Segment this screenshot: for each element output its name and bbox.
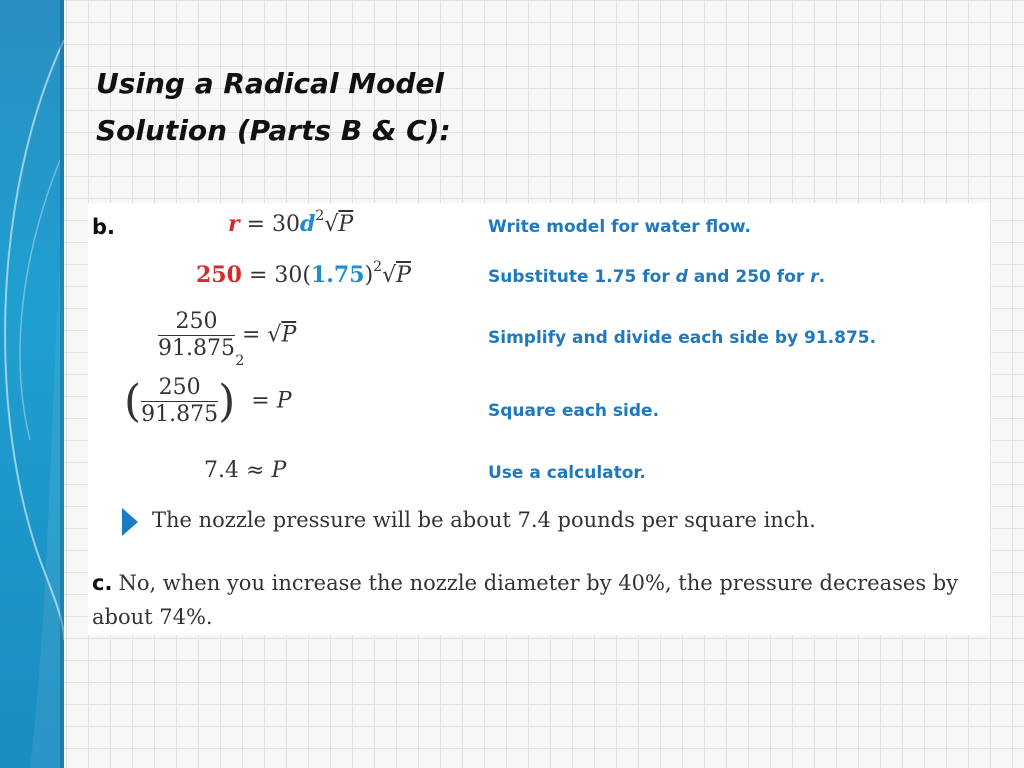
note-step-4: Square each side. — [488, 401, 660, 421]
title-line-1: Using a Radical Model — [96, 67, 445, 100]
part-c-answer — [92, 566, 987, 634]
equation-simplify: $\frac{250}{91.875}$ = √P — [158, 309, 297, 361]
equation-approx: 7.4 ≈ P — [204, 458, 287, 483]
part-b-label: b. — [92, 215, 116, 239]
note-step-1: Write model for water flow. — [488, 217, 751, 237]
note-step-2: Substitute 1.75 for d and 250 for r. — [488, 267, 826, 287]
play-arrow-icon — [122, 508, 138, 536]
part-b-conclusion: The nozzle pressure will be about 7.4 pounds per square inch. — [152, 508, 816, 532]
fraction: $\frac{250}{91.875}$ — [158, 309, 235, 361]
title-line-2: Solution (Parts B & C): — [96, 114, 451, 147]
equation-model: $r = 30d^2√P$ — [228, 208, 354, 237]
fraction-squared: $\frac{250}{91.875}$ — [141, 375, 219, 427]
equation-substitute: $250 = 30(1.75)^2√P$ — [196, 259, 411, 288]
equation-square: ( $\frac{250}{91.875}$ )$^2$ = P — [124, 353, 292, 427]
part-c-text: No, when you increase the nozzle diameter by 40%, the pressure decreases by about 74%. — [92, 571, 959, 629]
part-c-label: c. — [92, 571, 113, 595]
slide-title — [96, 60, 516, 154]
decorative-sidebar — [0, 0, 64, 768]
note-step-3: Simplify and divide each side by 91.875. — [488, 328, 877, 348]
note-step-5: Use a calculator. — [488, 463, 646, 483]
solution-panel — [88, 203, 990, 635]
